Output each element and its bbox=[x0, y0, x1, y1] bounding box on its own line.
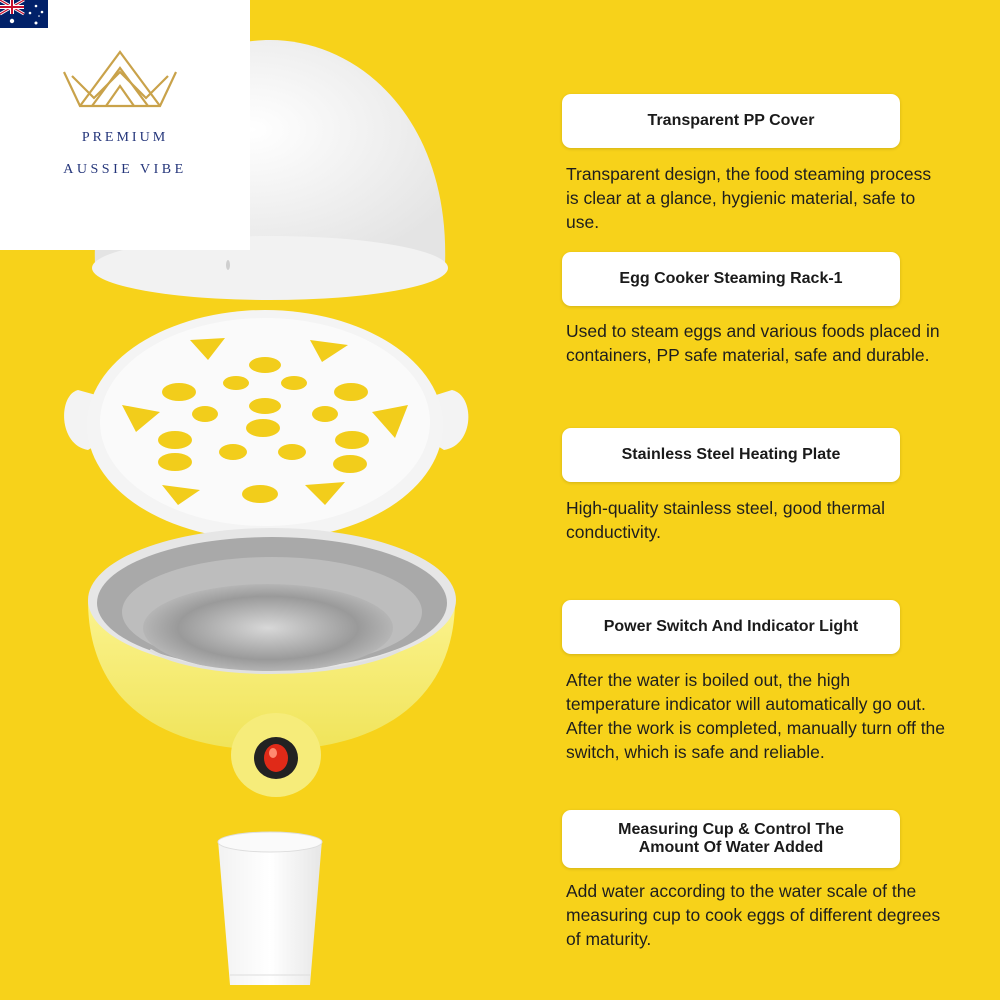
feature-description-cover: Transparent design, the food steaming process is clear at a glance, hygienic material, safe to use. bbox=[566, 164, 932, 232]
feature-description-heating-plate: High-quality stainless steel, good thermal conductivity. bbox=[566, 498, 886, 542]
feature-label-measuring-cup: Measuring Cup & Control The Amount Of Water Added bbox=[562, 810, 900, 868]
australian-flag-icon bbox=[0, 0, 48, 28]
feature-description-measuring-cup: Add water according to the water scale of the measuring cup to cook eggs of different degrees of maturity. bbox=[566, 881, 941, 949]
feature-label-heating-plate: Stainless Steel Heating Plate bbox=[562, 428, 900, 482]
feature-label-steaming-rack: Egg Cooker Steaming Rack-1 bbox=[562, 252, 900, 306]
measuring-cup-icon bbox=[218, 832, 322, 985]
feature-description-steaming-rack: Used to steam eggs and various foods placed in containers, PP safe material, safe and durable. bbox=[566, 321, 940, 365]
feature-label-cover: Transparent PP Cover bbox=[562, 94, 900, 148]
power-switch-icon bbox=[231, 713, 321, 797]
feature-label-power-switch: Power Switch And Indicator Light bbox=[562, 600, 900, 654]
feature-description-power-switch: After the water is boiled out, the high temperature indicator will automatically go out. After the work is completed, manually turn off the switch, which is safe and reliable. bbox=[566, 670, 946, 762]
brand-name-line-2: AUSSIE VIBE bbox=[63, 162, 187, 177]
brand-name-line-1: PREMIUM bbox=[81, 130, 169, 145]
crown-icon bbox=[58, 46, 182, 118]
steaming-rack-icon bbox=[64, 310, 468, 540]
brand-logo-panel bbox=[0, 0, 250, 250]
